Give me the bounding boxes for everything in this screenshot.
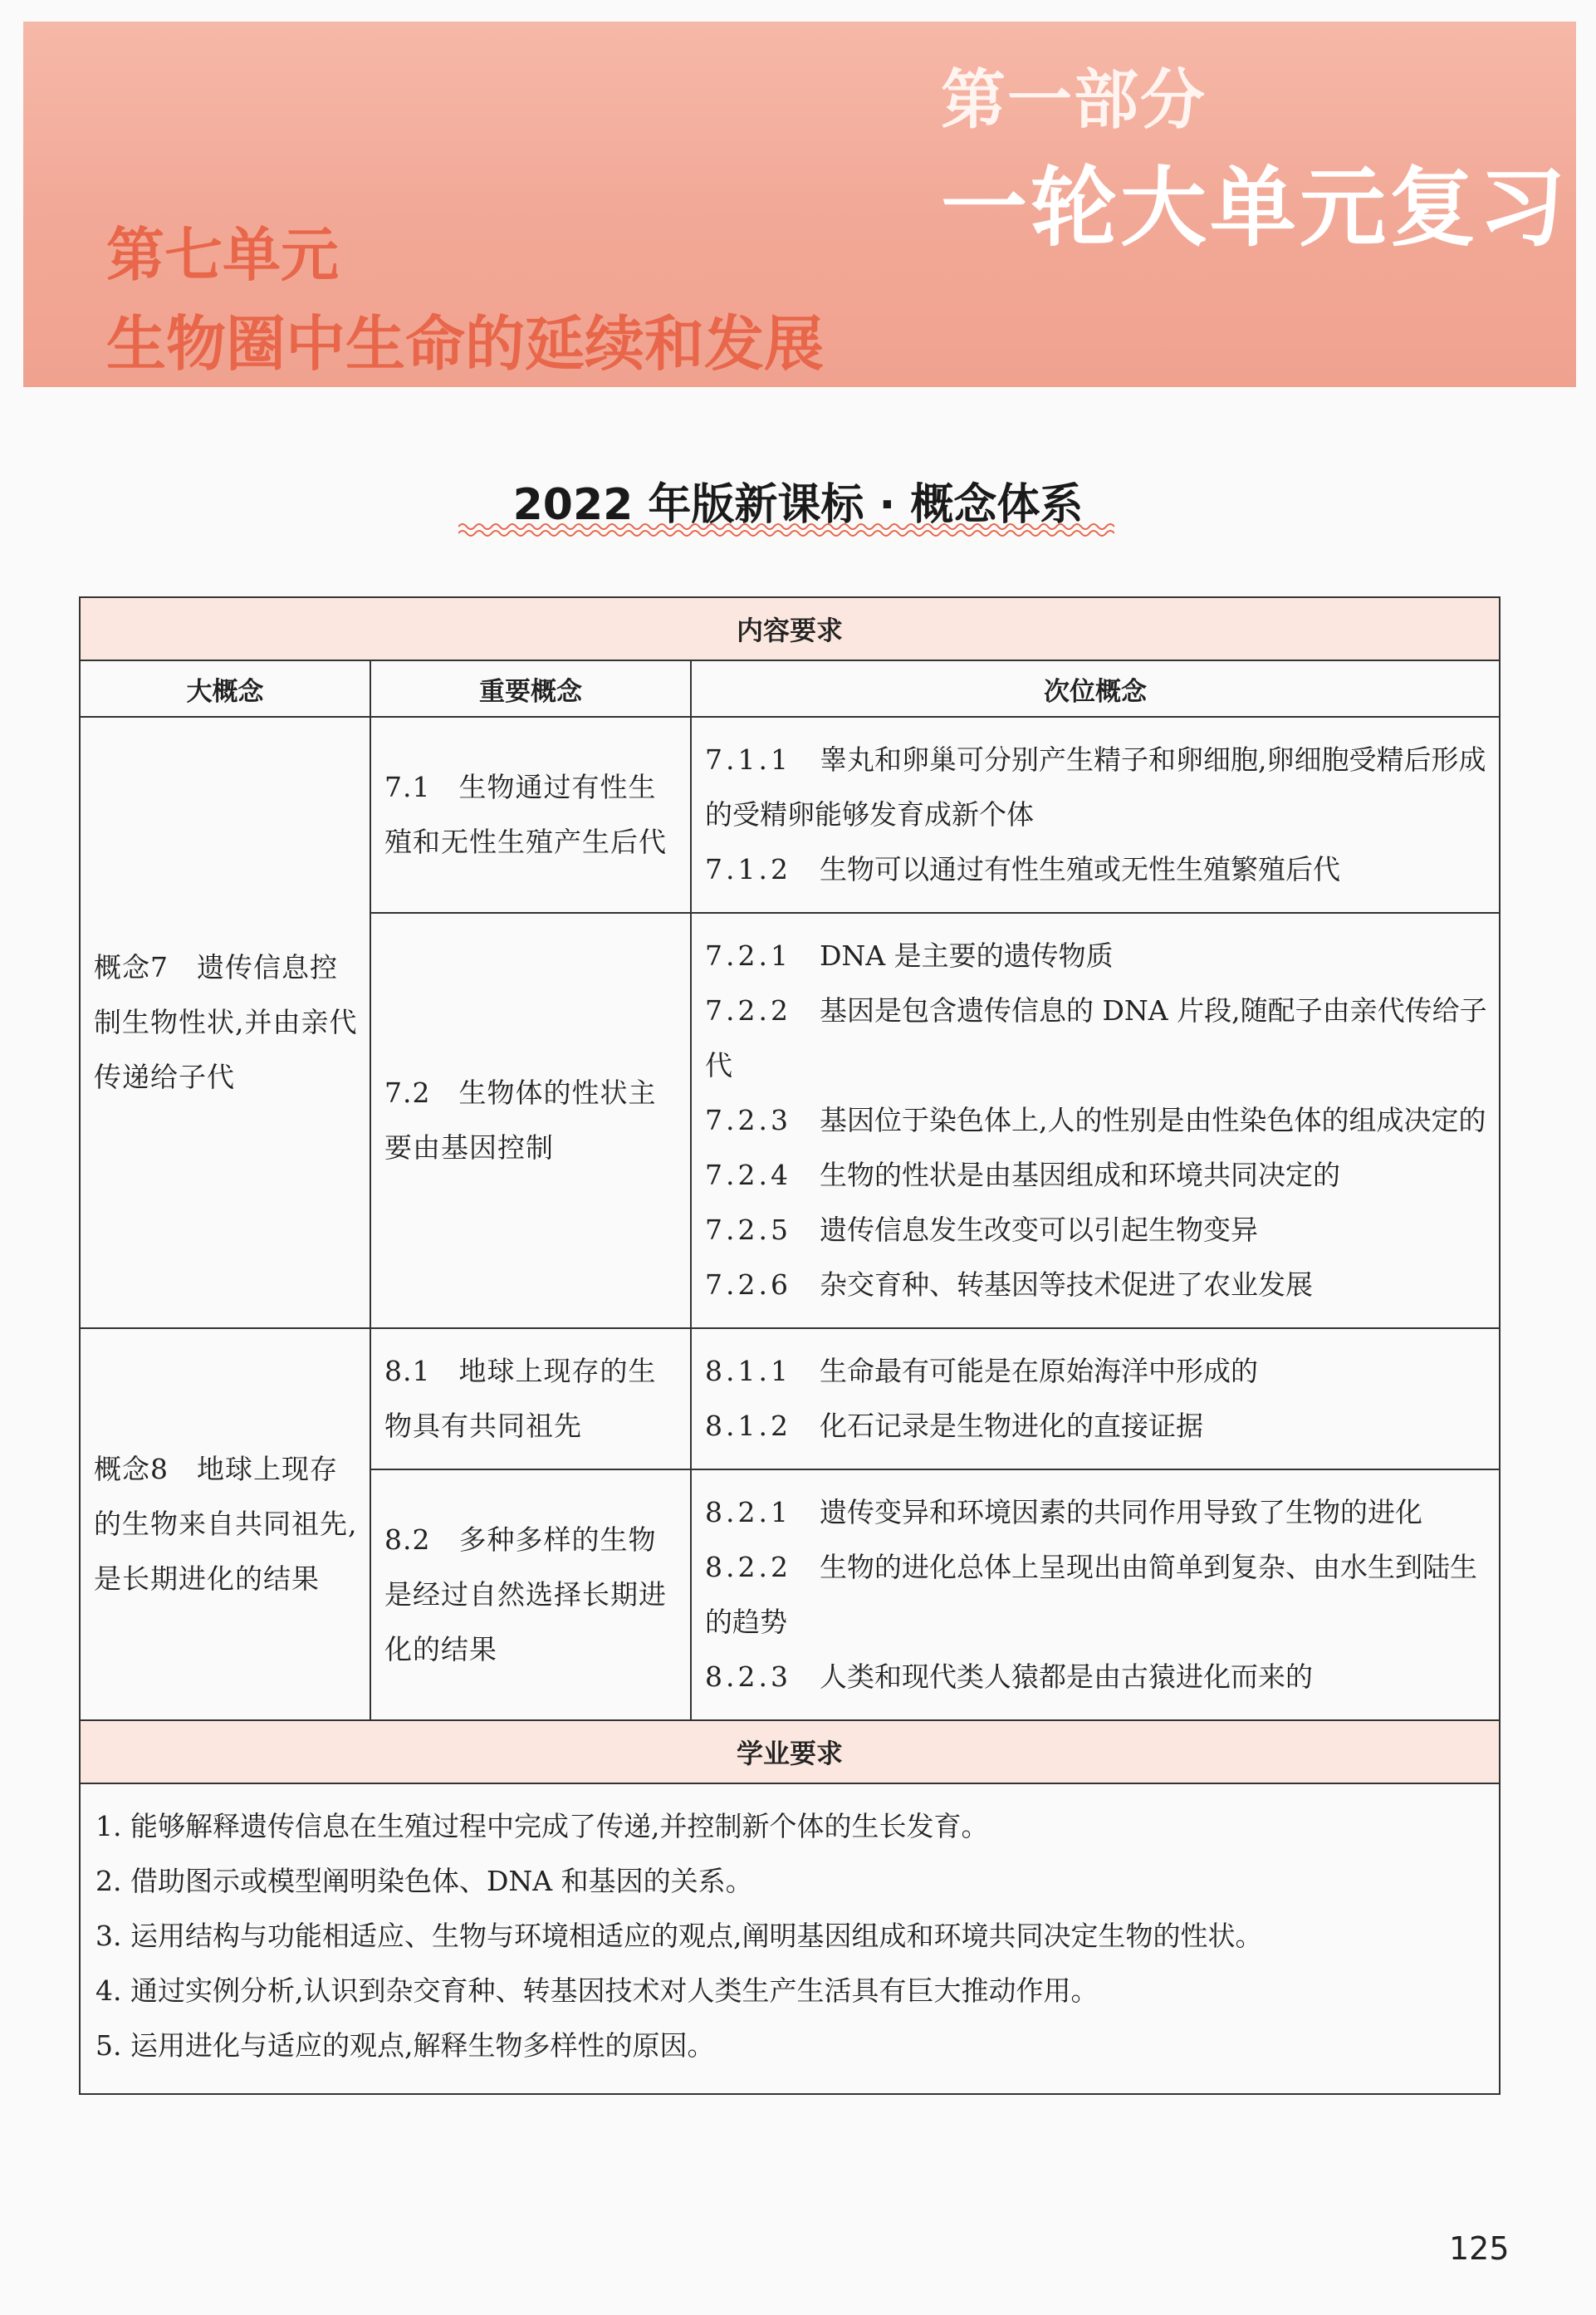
column-header-important-concept: 重要概念 <box>370 660 691 717</box>
column-header-big-concept: 大概念 <box>80 660 370 717</box>
sub-concept-item: 8.1.2 化石记录是生物进化的直接证据 <box>705 1410 1203 1442</box>
table-row <box>80 717 1500 913</box>
important-concept-7-1: 7.1 生物通过有性生殖和无性生殖产生后代 <box>370 717 691 913</box>
concept-table <box>79 596 1501 2095</box>
part-title: 一轮大单元复习 <box>941 157 1569 258</box>
sub-concept-item: 7.2.5 遗传信息发生改变可以引起生物变异 <box>705 1214 1258 1246</box>
academic-requirements-list <box>80 1783 1500 2094</box>
sub-concept-item: 7.1.1 睾丸和卵巢可分别产生精子和卵细胞,卵细胞受精后形成的受精卵能够发育成新个体 <box>705 743 1486 831</box>
sub-concept-item: 8.2.2 生物的进化总体上呈现出由简单到复杂、由水生到陆生的趋势 <box>705 1551 1477 1638</box>
list-item: 1. 能够解释遗传信息在生殖过程中完成了传递,并控制新个体的生长发育。 <box>95 1810 989 1842</box>
sub-concepts-8-1 <box>691 1328 1500 1469</box>
column-header-sub-concept: 次位概念 <box>691 660 1500 717</box>
sub-concept-item: 7.2.2 基因是包含遗传信息的 DNA 片段,随配子由亲代传给子代 <box>705 994 1487 1081</box>
list-item: 2. 借助图示或模型阐明染色体、DNA 和基因的关系。 <box>95 1865 753 1897</box>
sub-concept-item: 7.2.6 杂交育种、转基因等技术促进了农业发展 <box>705 1268 1313 1301</box>
sub-concept-item: 7.1.2 生物可以通过有性生殖或无性生殖繁殖后代 <box>705 853 1340 885</box>
big-concept-8: 概念8 地球上现存的生物来自共同祖先,是长期进化的结果 <box>80 1328 370 1720</box>
part-label: 第一部分 <box>941 63 1207 138</box>
important-concept-8-2: 8.2 多种多样的生物是经过自然选择长期进化的结果 <box>370 1469 691 1720</box>
list-item: 3. 运用结构与功能相适应、生物与环境相适应的观点,阐明基因组成和环境共同决定生物的性状。 <box>95 1920 1263 1952</box>
sub-concepts-8-2 <box>691 1469 1500 1720</box>
sub-concept-item: 8.1.1 生命最有可能是在原始海洋中形成的 <box>705 1355 1258 1387</box>
important-concept-8-1: 8.1 地球上现存的生物具有共同祖先 <box>370 1328 691 1469</box>
important-concept-7-2: 7.2 生物体的性状主要由基因控制 <box>370 913 691 1328</box>
content-requirements-header: 内容要求 <box>80 597 1500 660</box>
sub-concept-item: 7.2.3 基因位于染色体上,人的性别是由性染色体的组成决定的 <box>705 1104 1486 1136</box>
list-item: 5. 运用进化与适应的观点,解释生物多样性的原因。 <box>95 2029 715 2062</box>
sub-concept-item: 8.2.3 人类和现代类人猿都是由古猿进化而来的 <box>705 1660 1313 1693</box>
wavy-underline <box>458 522 1114 538</box>
sub-concepts-7-1 <box>691 717 1500 913</box>
sub-concept-item: 7.2.4 生物的性状是由基因组成和环境共同决定的 <box>705 1159 1340 1191</box>
section-title: 2022 年版新课标 · 概念体系 <box>512 480 1084 530</box>
academic-requirements-header: 学业要求 <box>80 1720 1500 1783</box>
unit-title: 生物圈中生命的延续和发展 <box>106 309 825 379</box>
unit-label: 第七单元 <box>106 221 339 289</box>
table-row <box>80 1328 1500 1469</box>
page-number: 125 <box>1449 2230 1510 2267</box>
sub-concept-item: 8.2.1 遗传变异和环境因素的共同作用导致了生物的进化 <box>705 1496 1422 1528</box>
sub-concept-item: 7.2.1 DNA 是主要的遗传物质 <box>705 939 1114 972</box>
unit-banner <box>23 22 1576 387</box>
big-concept-7: 概念7 遗传信息控制生物性状,并由亲代传递给子代 <box>80 717 370 1328</box>
sub-concepts-7-2 <box>691 913 1500 1328</box>
list-item: 4. 通过实例分析,认识到杂交育种、转基因技术对人类生产生活具有巨大推动作用。 <box>95 1974 1099 2007</box>
